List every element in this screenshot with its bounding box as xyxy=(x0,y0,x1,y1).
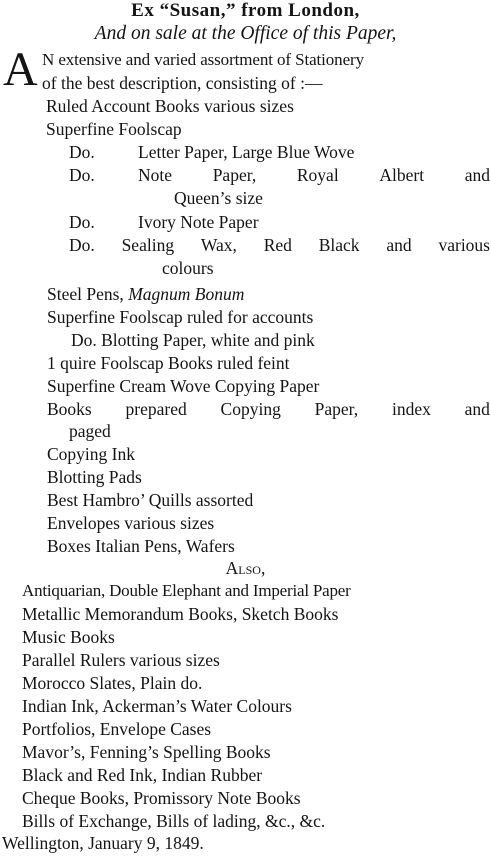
item-sealing-wax-continued: colours xyxy=(162,258,214,278)
also-item: Parallel Rulers various sizes xyxy=(22,650,220,670)
drop-cap: A xyxy=(3,43,38,96)
item-blotting-paper: Do. Blotting Paper, white and pink xyxy=(71,330,315,350)
item-sealing-wax xyxy=(69,234,490,256)
books-prepared-word: and xyxy=(464,399,490,419)
item-quire-foolscap: 1 quire Foolscap Books ruled feint xyxy=(47,353,290,373)
item-ivory-note-paper xyxy=(69,211,259,233)
item-note-paper xyxy=(69,164,490,186)
books-prepared-word: Paper, xyxy=(314,399,359,419)
item-ruled-account-books: Ruled Account Books various sizes xyxy=(46,96,294,116)
note-paper-word: Albert xyxy=(379,165,425,185)
item-cream-wove: Superfine Cream Wove Copying Paper xyxy=(47,376,320,396)
also-item: Mavor’s, Fenning’s Spelling Books xyxy=(22,742,271,762)
item-note-paper-continued: Queen’s size xyxy=(174,188,263,208)
item-envelopes: Envelopes various sizes xyxy=(47,513,215,533)
item-superfine-foolscap: Superfine Foolscap xyxy=(46,119,182,139)
item-steel-pens xyxy=(47,283,244,305)
ivory-note-paper-text: Ivory Note Paper xyxy=(138,212,259,232)
item-books-prepared xyxy=(47,398,490,420)
also-item: Indian Ink, Ackerman’s Water Colours xyxy=(22,696,292,716)
also-heading: Also, xyxy=(225,558,266,578)
also-item: Music Books xyxy=(22,627,115,647)
also-item: Black and Red Ink, Indian Rubber xyxy=(22,765,263,785)
sealing-wax-word: Do. xyxy=(69,235,95,255)
also-item: Morocco Slates, Plain do. xyxy=(22,673,203,693)
also-item: Antiquarian, Double Elephant and Imperial Paper xyxy=(22,581,351,600)
books-prepared-word: Books xyxy=(47,399,92,419)
books-prepared-word: prepared xyxy=(125,399,187,419)
note-paper-words xyxy=(138,164,490,186)
sealing-wax-word: Red xyxy=(263,235,292,255)
books-prepared-word: Copying xyxy=(220,399,281,419)
also-item: Portfolios, Envelope Cases xyxy=(22,719,212,739)
sale-heading: And on sale at the Office of this Paper, xyxy=(94,23,397,44)
also-item: Bills of Exchange, Bills of lading, &c., &c. xyxy=(22,811,326,831)
item-copying-ink: Copying Ink xyxy=(47,444,135,464)
item-letter-paper xyxy=(69,141,354,163)
also-item: Metallic Memorandum Books, Sketch Books xyxy=(22,604,339,624)
steel-pens-text: Steel Pens, xyxy=(47,284,129,304)
ship-heading: Ex “Susan,” from London, xyxy=(131,0,360,21)
also-item: Cheque Books, Promissory Note Books xyxy=(22,788,301,808)
sealing-wax-word: Wax, xyxy=(200,235,237,255)
dateline: Wellington, January 9, 1849. xyxy=(2,833,204,853)
note-paper-word: Note xyxy=(138,165,173,185)
note-paper-word: Royal xyxy=(296,165,339,185)
item-blotting-pads: Blotting Pads xyxy=(47,467,142,487)
sealing-wax-word: Black xyxy=(318,235,360,255)
ditto-label: Do. xyxy=(69,142,95,162)
letter-paper-text: Letter Paper, Large Blue Wove xyxy=(138,142,355,162)
ditto-label: Do. xyxy=(69,212,95,232)
intro-line-1: N extensive and varied assortment of Stationery xyxy=(42,50,364,69)
item-italian-pens: Boxes Italian Pens, Wafers xyxy=(47,536,235,556)
note-paper-word: and xyxy=(464,165,490,185)
item-books-prepared-continued: paged xyxy=(69,421,111,441)
sealing-wax-word: various xyxy=(438,235,490,255)
books-prepared-word: index xyxy=(391,399,431,419)
steel-pens-brand: Magnum Bonum xyxy=(128,284,245,304)
note-paper-word: Paper, xyxy=(212,165,257,185)
ditto-label: Do. xyxy=(69,165,95,185)
sealing-wax-word: and xyxy=(386,235,412,255)
item-hambro-quills: Best Hambro’ Quills assorted xyxy=(47,490,254,510)
sealing-wax-word: Sealing xyxy=(121,235,175,255)
item-superfine-foolscap-ruled: Superfine Foolscap ruled for accounts xyxy=(47,307,314,327)
intro-line-2: of the best description, consisting of :— xyxy=(42,73,323,93)
